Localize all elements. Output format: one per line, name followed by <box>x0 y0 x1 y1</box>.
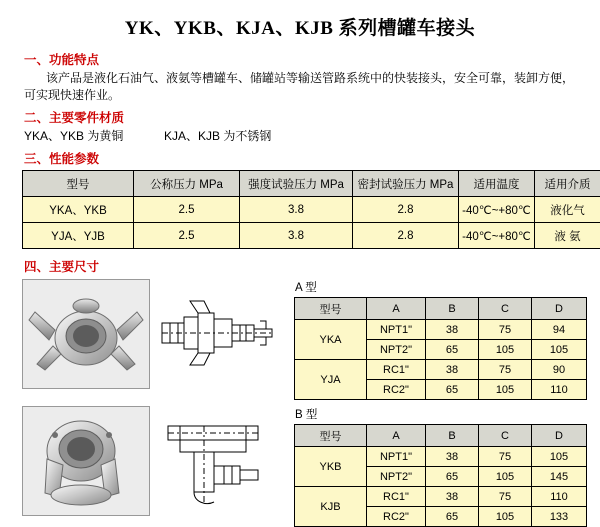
table-header-row <box>295 425 587 447</box>
dim-b-r0-c1: NPT1" <box>367 447 426 467</box>
dimension-table-b-head <box>295 425 587 447</box>
dimension-table-col-b <box>294 406 587 527</box>
dim-b-r0-c3: 75 <box>479 447 532 467</box>
dimension-table-col-a <box>294 279 587 400</box>
type-label-a: A 型 <box>295 279 587 295</box>
perf-col-3: 密封试验压力 MPa <box>353 171 459 197</box>
dimensions-section <box>10 279 590 527</box>
dim-b-group-1: KJB <box>295 487 367 527</box>
table-header-row <box>295 298 587 320</box>
material-right-text: KJA、KJB 为不锈钢 <box>164 129 271 143</box>
dim-a-r1-c4: 105 <box>532 340 587 360</box>
perf-r0-c5: 液化气 <box>535 197 600 223</box>
section-heading-performance: 三、性能参数 <box>24 149 590 167</box>
perf-col-5: 适用介质 <box>535 171 600 197</box>
dimension-block-b <box>22 406 590 527</box>
perf-r0-c0: YKA、YKB <box>23 197 134 223</box>
coupling-line-drawing-a <box>154 279 284 389</box>
dim-a-r2-c1: RC1" <box>367 360 426 380</box>
performance-table-body <box>23 197 600 249</box>
perf-col-1: 公称压力 MPa <box>134 171 240 197</box>
dim-b-r1-c2: 65 <box>426 467 479 487</box>
table-row <box>295 320 587 340</box>
dim-a-r2-c3: 75 <box>479 360 532 380</box>
dim-a-r3-c1: RC2" <box>367 380 426 400</box>
perf-r1-c0: YJA、YJB <box>23 223 134 249</box>
perf-r0-c1: 2.5 <box>134 197 240 223</box>
dim-a-group-1: YJA <box>295 360 367 400</box>
perf-col-4: 适用温度 <box>459 171 535 197</box>
table-header-row <box>23 171 600 197</box>
dim-a-r3-c4: 110 <box>532 380 587 400</box>
dim-b-r3-c4: 133 <box>532 507 587 527</box>
dim-b-r1-c3: 105 <box>479 467 532 487</box>
dim-b-r2-c2: 38 <box>426 487 479 507</box>
dim-b-col-2: B <box>426 425 479 447</box>
dim-b-r2-c3: 75 <box>479 487 532 507</box>
dim-b-r1-c1: NPT2" <box>367 467 426 487</box>
dim-a-r1-c3: 105 <box>479 340 532 360</box>
features-paragraph: 该产品是液化石油气、液氨等槽罐车、储罐站等输送管路系统中的快装接头，安全可靠，装卸方便，可实现快速作业。 <box>24 70 584 104</box>
dim-a-r1-c2: 65 <box>426 340 479 360</box>
perf-r0-c2: 3.8 <box>240 197 353 223</box>
dim-b-group-0: YKB <box>295 447 367 487</box>
section-heading-material: 二、主要零件材质 <box>24 108 590 126</box>
dim-a-col-2: B <box>426 298 479 320</box>
dim-a-col-4: D <box>532 298 587 320</box>
dim-b-col-4: D <box>532 425 587 447</box>
dim-a-r3-c2: 65 <box>426 380 479 400</box>
section-heading-dimensions: 四、主要尺寸 <box>24 257 590 275</box>
material-line <box>24 128 590 145</box>
dim-b-r2-c1: RC1" <box>367 487 426 507</box>
dim-a-col-0: 型号 <box>295 298 367 320</box>
dim-a-r0-c1: NPT1" <box>367 320 426 340</box>
dimension-table-a-head <box>295 298 587 320</box>
dim-b-r0-c4: 105 <box>532 447 587 467</box>
dim-b-r3-c2: 65 <box>426 507 479 527</box>
dim-b-r0-c2: 38 <box>426 447 479 467</box>
perf-r1-c1: 2.5 <box>134 223 240 249</box>
material-left-text: YKA、YKB 为黄铜 <box>24 129 123 143</box>
perf-r0-c4: -40℃~+80℃ <box>459 197 535 223</box>
dim-a-col-1: A <box>367 298 426 320</box>
coupling-line-drawing-b <box>154 406 284 516</box>
dim-a-col-3: C <box>479 298 532 320</box>
perf-col-0: 型号 <box>23 171 134 197</box>
dim-b-r2-c4: 110 <box>532 487 587 507</box>
performance-table <box>22 170 600 249</box>
performance-table-head <box>23 171 600 197</box>
perf-r1-c4: -40℃~+80℃ <box>459 223 535 249</box>
dimension-table-a <box>294 297 587 400</box>
dim-a-r2-c2: 38 <box>426 360 479 380</box>
coupling-photo-b <box>22 406 150 516</box>
perf-r1-c2: 3.8 <box>240 223 353 249</box>
perf-r1-c3: 2.8 <box>353 223 459 249</box>
table-row <box>295 447 587 467</box>
section-heading-features: 一、功能特点 <box>24 50 590 68</box>
table-row <box>295 487 587 507</box>
table-row <box>23 223 600 249</box>
dimension-table-a-body <box>295 320 587 400</box>
dim-b-r3-c3: 105 <box>479 507 532 527</box>
perf-r0-c3: 2.8 <box>353 197 459 223</box>
dim-a-group-0: YKA <box>295 320 367 360</box>
dimension-table-b-body <box>295 447 587 527</box>
dim-b-col-1: A <box>367 425 426 447</box>
dim-b-col-0: 型号 <box>295 425 367 447</box>
dim-a-r1-c1: NPT2" <box>367 340 426 360</box>
dim-a-r2-c4: 90 <box>532 360 587 380</box>
perf-r1-c5: 液 氨 <box>535 223 600 249</box>
coupling-photo-a <box>22 279 150 389</box>
table-row <box>23 197 600 223</box>
dim-b-r1-c4: 145 <box>532 467 587 487</box>
type-label-b: B 型 <box>295 406 587 422</box>
dim-a-r0-c4: 94 <box>532 320 587 340</box>
dimension-table-b <box>294 424 587 527</box>
dim-b-col-3: C <box>479 425 532 447</box>
dim-a-r0-c2: 38 <box>426 320 479 340</box>
dimension-block-a <box>22 279 590 400</box>
perf-col-2: 强度试验压力 MPa <box>240 171 353 197</box>
table-row <box>295 360 587 380</box>
dim-a-r0-c3: 75 <box>479 320 532 340</box>
dim-b-r3-c1: RC2" <box>367 507 426 527</box>
dim-a-r3-c3: 105 <box>479 380 532 400</box>
page-title: YK、YKB、KJA、KJB 系列槽罐车接头 <box>10 0 590 46</box>
